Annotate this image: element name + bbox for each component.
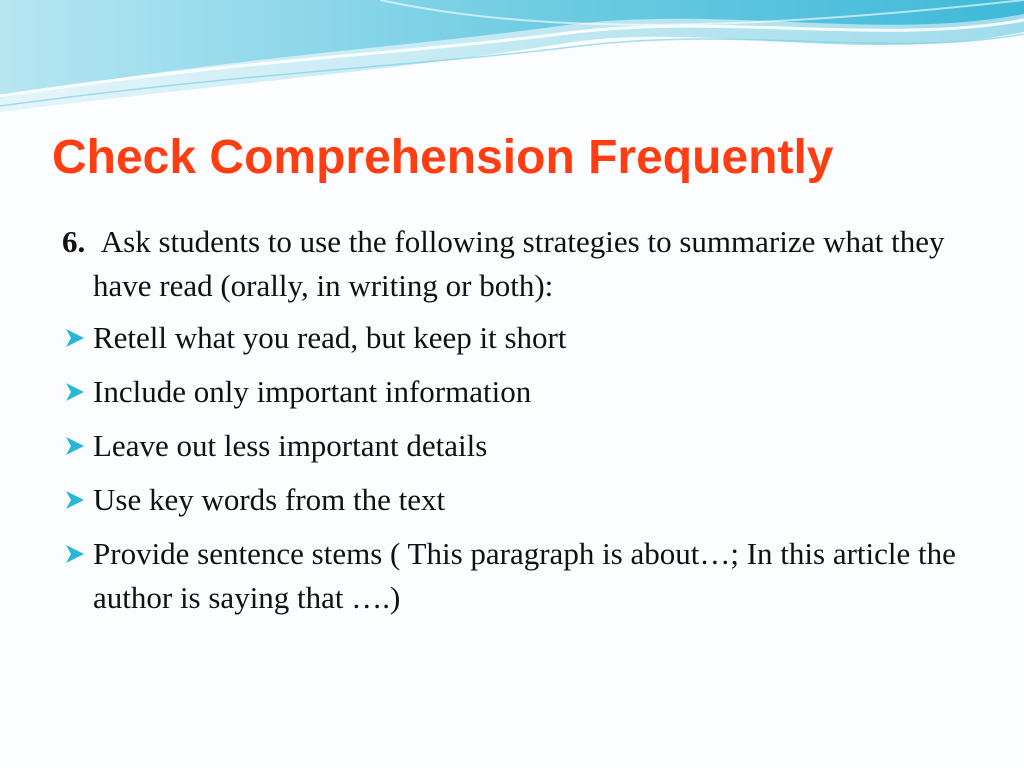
arrow-bullet-icon [64,544,86,564]
list-item [62,316,962,360]
list-item-text: Use key words from the text [93,482,446,517]
header-wave-decoration [0,0,1024,120]
list-item-text: Provide sentence stems ( This paragraph is about…; In this article the author is saying that ….) [93,536,956,615]
item-number: 6. [62,224,86,259]
list-item-text: Retell what you read, but keep it short [93,320,567,355]
list-item-text: Include only important information [93,374,532,409]
intro-paragraph [62,220,962,308]
arrow-bullet-icon [64,328,86,348]
list-item-text: Leave out less important details [93,428,488,463]
list-item [62,478,962,522]
list-item [62,532,962,620]
arrow-bullet-icon [64,436,86,456]
list-item [62,424,962,468]
arrow-bullet-icon [64,382,86,402]
intro-text: Ask students to use the following strategies to summarize what they have read (orally, in writing or both): [93,224,945,303]
list-item [62,370,962,414]
strategy-list [62,316,962,620]
slide-title: Check Comprehension Frequently [52,131,834,184]
arrow-bullet-icon [64,490,86,510]
slide-body [62,220,962,620]
